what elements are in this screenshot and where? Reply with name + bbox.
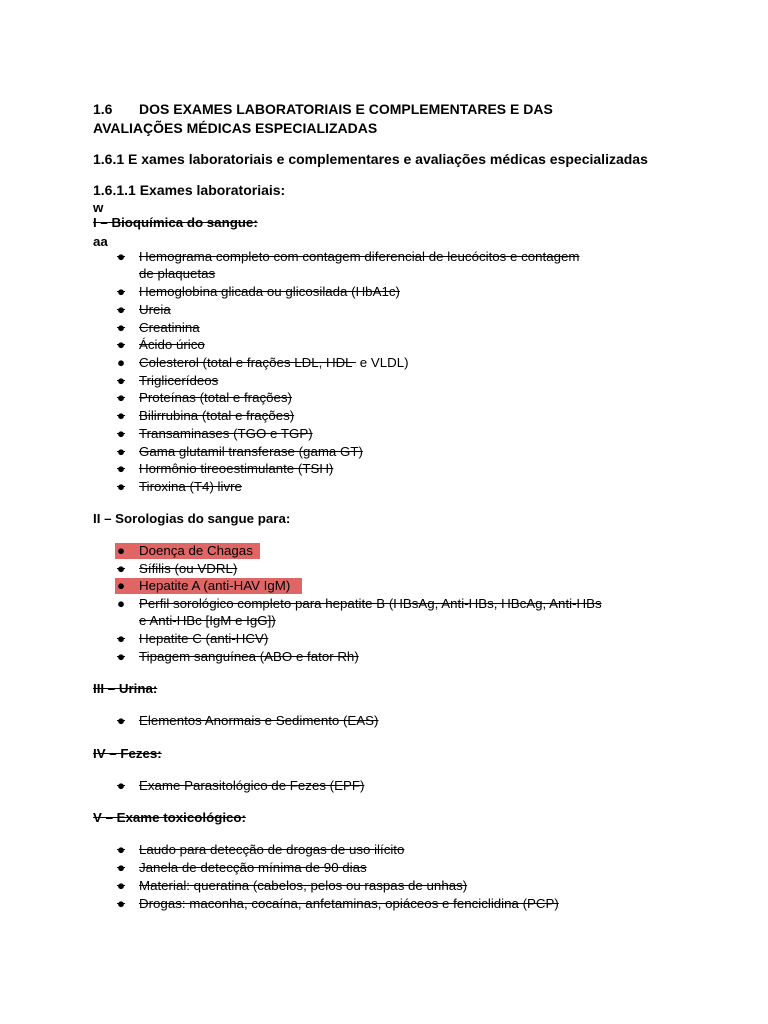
stray-text-w: w — [93, 200, 104, 215]
list-item: Hepatite C (anti-HCV) — [139, 631, 269, 646]
list-bullet: ● — [116, 596, 126, 611]
section-title-line1: DOS EXAMES LABORATORIAIS E COMPLEMENTARES E DAS — [139, 101, 553, 117]
list-item: Ureia — [139, 302, 171, 317]
list-bullet: ● — [116, 860, 126, 875]
stray-text-aa: aa — [93, 234, 108, 249]
list-item-highlighted: Hepatite A (anti-HAV IgM) — [139, 578, 291, 593]
list-bullet: ● — [116, 543, 126, 558]
list-item-continuation: de plaquetas — [139, 266, 216, 281]
list-bullet: ● — [116, 631, 126, 646]
list-bullet: ● — [116, 408, 126, 423]
list-bullet: ● — [116, 337, 126, 352]
list-item: Creatinina — [139, 320, 200, 335]
list-item: Perfil sorológico completo para hepatite B (HBsAg, Anti-HBs, HBcAg, Anti-HBs — [139, 596, 602, 611]
list-bullet: ● — [116, 390, 126, 405]
list-item-struck-part: Colesterol (total e frações LDL, HDL — [139, 355, 356, 370]
list-bullet: ● — [116, 284, 126, 299]
list-item-continuation: e Anti-HBc [IgM e IgG]) — [139, 613, 276, 628]
list-item: Tipagem sanguínea (ABO e fator Rh) — [139, 649, 359, 664]
subsubsection-title: 1.6.1.1 Exames laboratoriais: — [93, 182, 286, 198]
list-bullet: ● — [116, 355, 126, 370]
list-item: Sífilis (ou VDRL) — [139, 561, 238, 576]
list-bullet: ● — [116, 302, 126, 317]
list-bullet: ● — [116, 649, 126, 664]
list-item: Bilirrubina (total e frações) — [139, 408, 295, 423]
list-item: Proteínas (total e frações) — [139, 390, 292, 405]
list-item: Hemograma completo com contagem diferencial de leucócitos e contagem — [139, 249, 580, 264]
list-bullet: ● — [116, 561, 126, 576]
list-bullet: ● — [116, 249, 126, 264]
group-heading-bioquimica: I – Bioquímica do sangue: — [93, 215, 258, 230]
list-bullet: ● — [116, 426, 126, 441]
list-bullet: ● — [116, 878, 126, 893]
list-item: Tiroxina (T4) livre — [139, 479, 242, 494]
list-item — [139, 354, 409, 371]
list-item: Elementos Anormais e Sedimento (EAS) — [139, 713, 379, 728]
list-item-plain-part: e VLDL) — [359, 355, 409, 370]
list-bullet: ● — [116, 320, 126, 335]
subsection-title: 1.6.1 E xames laboratoriais e complementares e avaliações médicas especializadas — [93, 151, 648, 167]
list-item-highlighted: Doença de Chagas — [139, 543, 253, 558]
list-item: Drogas: maconha, cocaína, anfetaminas, opiáceos e fenciclidina (PCP) — [139, 896, 559, 911]
group-heading-urina: III – Urina: — [93, 681, 158, 696]
list-bullet: ● — [116, 444, 126, 459]
list-bullet: ● — [116, 896, 126, 911]
list-bullet: ● — [116, 578, 126, 593]
list-item: Gama glutamil transferase (gama GT) — [139, 444, 363, 459]
group-heading-fezes: IV – Fezes: — [93, 746, 162, 761]
list-item: Ácido úrico — [139, 337, 205, 352]
group-heading-sorologias: II – Sorologias do sangue para: — [93, 511, 291, 526]
section-title-line2: AVALIAÇÕES MÉDICAS ESPECIALIZADAS — [93, 120, 378, 136]
list-item: Hemoglobina glicada ou glicosilada (HbA1c) — [139, 284, 400, 299]
list-bullet: ● — [116, 479, 126, 494]
group-heading-toxicologico: V – Exame toxicológico: — [93, 810, 246, 825]
list-item: Triglicerídeos — [139, 373, 219, 388]
list-item: Janela de detecção mínima de 90 dias — [139, 860, 367, 875]
list-bullet: ● — [116, 713, 126, 728]
list-bullet: ● — [116, 778, 126, 793]
list-item: Material: queratina (cabelos, pelos ou raspas de unhas) — [139, 878, 468, 893]
list-item: Laudo para detecção de drogas de uso ilícito — [139, 842, 405, 857]
list-item: Exame Parasitológico de Fezes (EPF) — [139, 778, 365, 793]
list-item: Transaminases (TGO e TGP) — [139, 426, 313, 441]
list-item: Hormônio tireoestimulante (TSH) — [139, 461, 334, 476]
list-bullet: ● — [116, 373, 126, 388]
list-bullet: ● — [116, 842, 126, 857]
section-number: 1.6 — [93, 101, 113, 117]
list-bullet: ● — [116, 461, 126, 476]
